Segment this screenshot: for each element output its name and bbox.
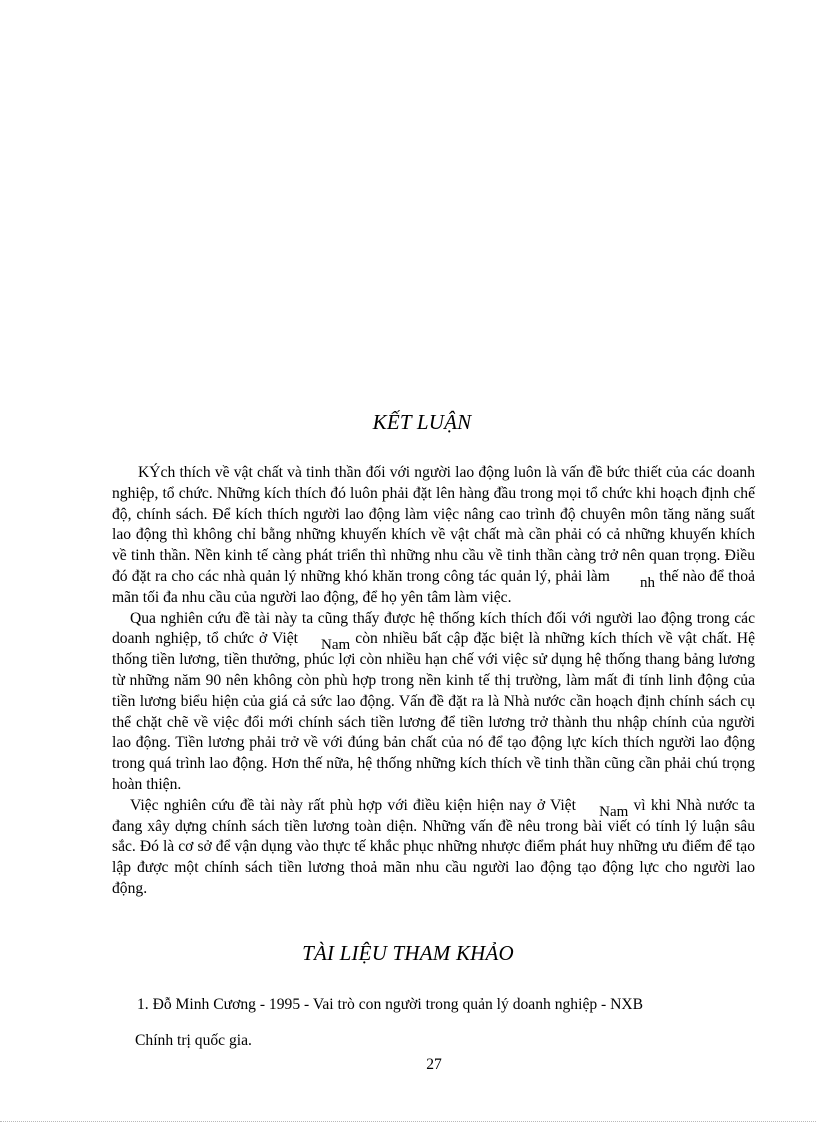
paragraph-text: vì khi Nhà nước ta đang xây dựng chính sách tiền lương toàn diện. Những vấn đề nêu trong bài viết có tính lý luận sâu sắc. Đó là cơ sở để vận dụng vào thực tế khắc phục những nhược điểm phát huy những ưu điểm để tạo lập được một chính sách tiền lương thoả mãn nhu cầu người lao động tạo động lực cho người lao động. [112, 796, 756, 897]
reference-line: 1. Đỗ Minh Cương - 1995 - Vai trò con người trong quản lý doanh nghiệp - NXB [137, 996, 644, 1013]
conclusion-paragraph-3 [112, 796, 755, 900]
references-heading: TÀI LIỆU THAM KHẢO [302, 941, 514, 965]
paragraph-text: còn nhiều bất cập đặc biệt là những kích thích về vật chất. Hệ thống tiền lương, tiền thưởng, phúc lợi còn nhiều hạn chế với việc sử dụng hệ thống thang bảng lương từ những năm 90 nên không còn phù hợp trong nền kinh tế thị trường, làm mất đi tính linh động của tiền lương biểu hiện của giá cả sức lao động. Vấn đề đặt ra là Nhà nước cần hoạch định chính sách cụ thể chặt chẽ về việc đổi mới chính sách tiền lương để tiền lương trở thành thu nhập chính của người lao động. Tiền lương phải trở về với đúng bản chất của nó để tạo động lực kích thích người lao động trong quá trình lao động. Hơn thế nữa, hệ thống những kích thích về tinh thần cũng cần phải chú trọng hoàn thiện. [112, 630, 755, 793]
paragraph-text: Qua nghiên cứu đề tài này ta cũng thấy được hệ thống kích thích đối với người lao động trong các doanh nghiệp, tổ chức ở Việt [112, 609, 755, 648]
page-number: 27 [426, 1056, 442, 1073]
page-bottom-divider [0, 1121, 816, 1122]
reference-list [137, 987, 755, 1059]
stray-subscript-text: Nam [321, 637, 351, 654]
conclusion-body [112, 463, 755, 900]
reference-line: Chính trị quốc gia. [135, 1032, 252, 1049]
conclusion-heading: KẾT LUẬN [372, 410, 472, 434]
stray-subscript-text: Nam [599, 803, 629, 820]
conclusion-paragraph-1 [112, 463, 755, 609]
paragraph-text: KÝch thích về vật chất và tinh thần đối với người lao động luôn là vấn đề bức thiết của các doanh nghiệp, tổ chức. Những kích thích đó luôn phải đặt lên hàng đầu trong mọi tổ chức khi hoạch định chế độ, chính sách. Để kích thích người lao động làm việc nâng cao trình độ chuyên môn tăng năng suất lao động thì không chỉ bằng những khuyến khích về vật chất mà cần phải có cả những khuyến khích về tinh thần. Nền kinh tế càng phát triển thì những nhu cầu về tinh thần càng trở nên quan trọng. Điều đó đặt ra cho các nhà quản lý những khó khăn trong công tác quản lý, phải làm [112, 464, 755, 585]
stray-subscript-text: nh [640, 574, 656, 591]
reference-item [137, 987, 755, 1059]
paragraph-text: Việc nghiên cứu đề tài này rất phù hợp với điều kiện hiện nay ở Việt [130, 796, 582, 814]
paragraph-text: thế nào để thoả mãn tối đa nhu cầu của người lao động, để họ yên tâm làm việc. [112, 567, 755, 606]
conclusion-paragraph-2 [112, 609, 755, 796]
